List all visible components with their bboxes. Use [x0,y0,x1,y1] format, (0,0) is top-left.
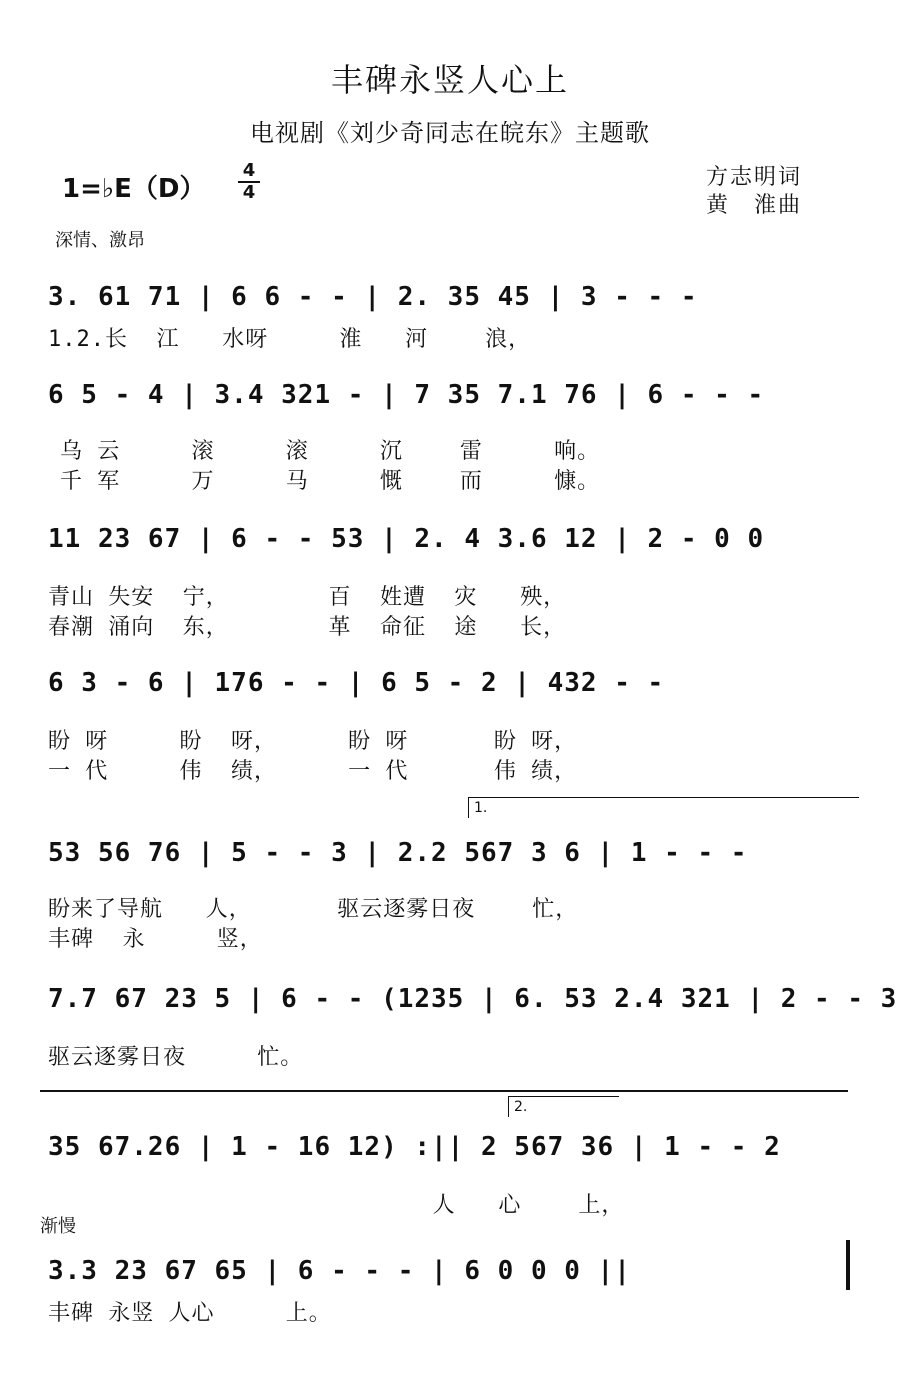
divider [40,1090,848,1092]
lyric-verse-1: 乌 云 滚 滚 沉 雷 响。 [60,439,601,464]
time-signature [238,162,260,202]
tempo-ritardando: 渐慢 [40,1216,76,1237]
notes: 6 3 - 6 | 176 - - | 6 5 - 2 | 432 - - [48,668,665,698]
score-line-7 [0,1132,900,1262]
song-subtitle: 电视剧《刘少奇同志在皖东》主题歌 [250,119,650,147]
volta-2-bracket: 2. [508,1096,619,1117]
key-signature: 1=♭E（D） [62,174,206,204]
notes: 7.7 67 23 5 | 6 - - (1235 | 6. 53 2.4 321 | 2 - - 3 [48,984,898,1014]
notes: 35 67.26 | 1 - 16 12) :|| 2 567 36 | 1 - - 2 [48,1132,781,1162]
lyric-verse-2: 千 军 万 马 慨 而 慷。 [60,469,601,494]
score-line-8 [0,1256,900,1386]
notes: 6 5 - 4 | 3.4 321 - | 7 35 7.1 76 | 6 - - - [48,380,765,410]
lyric-verse-1: 驱云逐雾日夜 忙。 [48,1045,304,1070]
score-line-2 [0,380,900,510]
lyric-verse-2: 一 代 伟 绩， 一 代 伟 绩， [48,759,578,784]
lyric-verse-1: 1.2.长 江 水呀 淮 河 浪， [48,327,532,352]
notes: 11 23 67 | 6 - - 53 | 2. 4 3.6 12 | 2 - 0 0 [48,524,765,554]
lyric-verse-1: 人 心 上， [48,1193,625,1218]
lyric-verse-1: 盼来了导航 人， 驱云逐雾日夜 忙， [48,897,579,922]
lyric-verse-1: 青山 失安 宁， 百 姓遭 灾 殃， [48,585,567,610]
lyric-verse-1: 丰碑 永竖 人心 上。 [48,1301,332,1326]
song-title: 丰碑永竖人心上 [330,61,569,99]
tempo-marking: 深情、激昂 [55,230,145,251]
score-line-3 [0,524,900,654]
score-line-4 [0,668,900,798]
notes: 3. 61 71 | 6 6 - - | 2. 35 45 | 3 - - - [48,282,698,312]
score-line-6 [0,984,900,1114]
final-barline [846,1240,850,1290]
volta-1-bracket: 1. [468,797,859,818]
composer-credit: 黄 淮曲 [706,193,803,218]
lyricist-credit: 方志明词 [706,165,803,190]
notes: 3.3 23 67 65 | 6 - - - | 6 0 0 0 || [48,1256,631,1286]
lyric-verse-2: 丰碑 永 竖， [48,927,263,952]
lyric-verse-1: 盼 呀 盼 呀， 盼 呀 盼 呀， [48,729,578,754]
time-sig-top: 4 [242,160,256,181]
lyric-verse-2: 春潮 涌向 东， 革 命征 途 长， [48,615,567,640]
score-line-5 [0,838,900,968]
time-sig-bottom: 4 [242,182,256,203]
notes: 53 56 76 | 5 - - 3 | 2.2 567 3 6 | 1 - - - [48,838,748,868]
